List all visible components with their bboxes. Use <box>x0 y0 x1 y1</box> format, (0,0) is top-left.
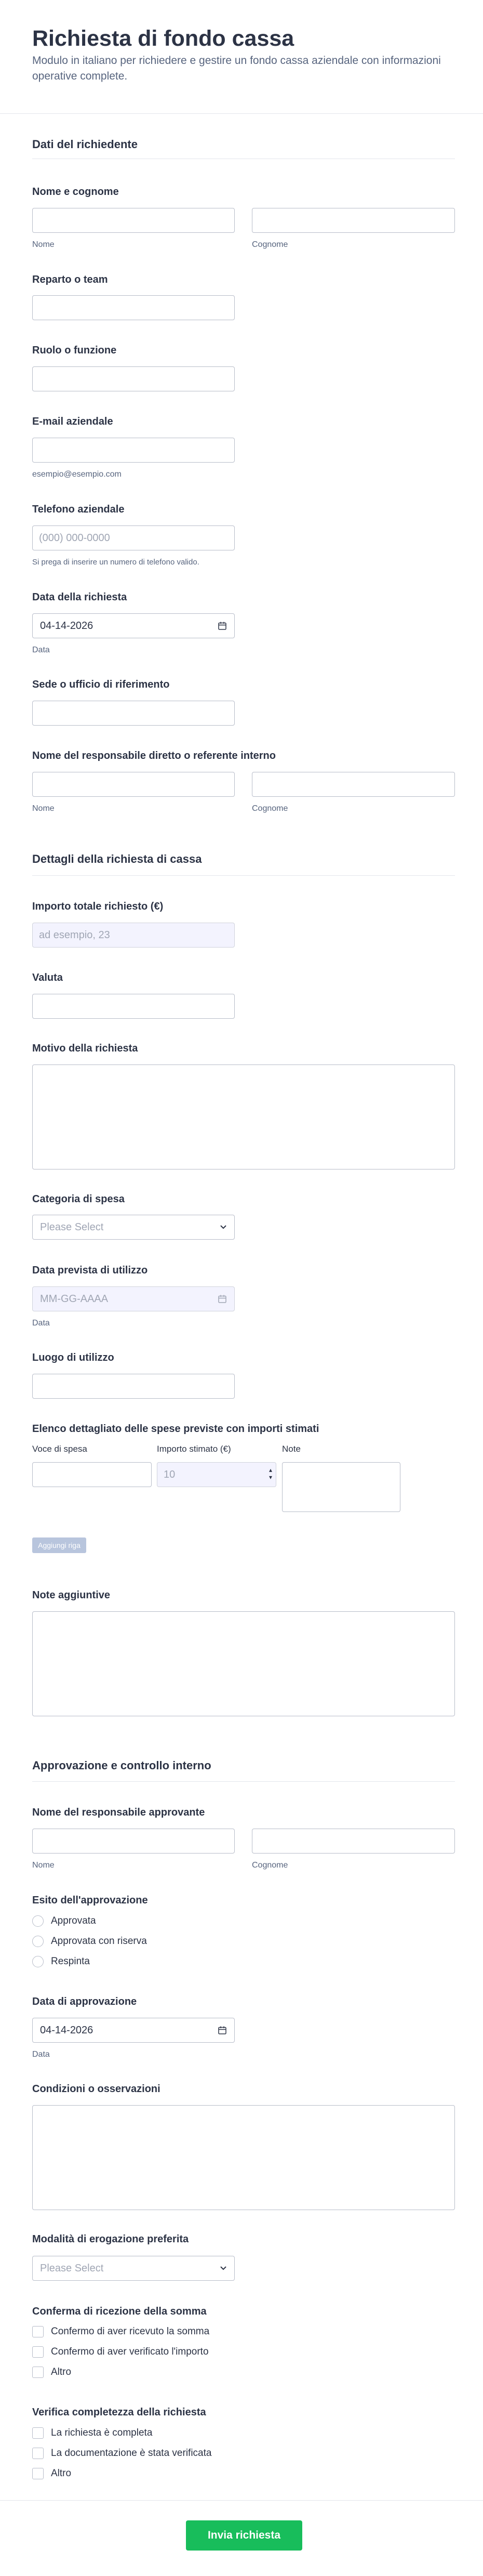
approver-first-sublabel: Nome <box>32 1861 55 1870</box>
phone-input[interactable] <box>32 525 235 550</box>
approver-last-name-input[interactable] <box>252 1829 455 1854</box>
manager-last-name-input[interactable] <box>252 772 455 797</box>
radio-button[interactable] <box>32 1936 44 1947</box>
conditions-label: Condizioni o osservazioni <box>32 2083 160 2095</box>
checkbox-option[interactable] <box>32 2468 71 2479</box>
email-sublabel: esempio@esempio.com <box>32 470 122 479</box>
column-header-amount: Importo stimato (€) <box>157 1444 231 1454</box>
use-date-placeholder: MM-GG-AAAA <box>40 1293 109 1305</box>
email-label: E-mail aziendale <box>32 416 113 427</box>
radio-button[interactable] <box>32 1915 44 1927</box>
add-row-button[interactable]: Aggiungi riga <box>32 1537 86 1553</box>
request-date-field[interactable] <box>32 613 235 638</box>
receipt-label: Conferma di ricezione della somma <box>32 2306 207 2317</box>
checkbox-option-label: Confermo di aver ricevuto la somma <box>51 2326 210 2337</box>
office-label: Sede o ufficio di riferimento <box>32 679 170 690</box>
office-input[interactable] <box>32 701 235 726</box>
full-name-label: Nome e cognome <box>32 186 119 198</box>
radio-option-label: Approvata con riserva <box>51 1936 147 1947</box>
checkbox-option-label: La richiesta è completa <box>51 2427 153 2438</box>
manager-last-sublabel: Cognome <box>252 804 288 813</box>
email-input[interactable] <box>32 438 235 463</box>
radio-option[interactable] <box>32 1915 96 1927</box>
radio-button[interactable] <box>32 1956 44 1967</box>
payment-method-select[interactable] <box>32 2256 235 2281</box>
phone-label: Telefono aziendale <box>32 504 125 515</box>
use-date-label: Data prevista di utilizzo <box>32 1265 148 1276</box>
checkbox[interactable] <box>32 2448 44 2459</box>
department-label: Reparto o team <box>32 274 108 285</box>
checkbox[interactable] <box>32 2427 44 2439</box>
use-date-sublabel: Data <box>32 1319 50 1328</box>
expense-list-label: Elenco dettagliato delle spese previste con importi stimati <box>32 1423 319 1435</box>
category-select-placeholder: Please Select <box>40 1221 104 1233</box>
section-divider <box>32 1781 455 1782</box>
checkbox-option[interactable] <box>32 2326 209 2337</box>
category-select[interactable] <box>32 1215 235 1240</box>
approval-date-label: Data di approvazione <box>32 1996 137 2007</box>
place-input[interactable] <box>32 1374 235 1399</box>
section-title-approval: Approvazione e controllo interno <box>32 1759 211 1772</box>
role-input[interactable] <box>32 366 235 391</box>
place-label: Luogo di utilizzo <box>32 1352 114 1363</box>
additional-notes-label: Note aggiuntive <box>32 1589 111 1601</box>
radio-option[interactable] <box>32 1956 90 1967</box>
radio-option-label: Approvata <box>51 1915 96 1926</box>
footer-divider <box>0 2500 483 2501</box>
submit-button[interactable]: Invia richiesta <box>186 2520 302 2551</box>
payment-select-placeholder: Please Select <box>40 2262 104 2274</box>
calendar-icon[interactable] <box>218 621 227 630</box>
checkbox-option[interactable] <box>32 2367 71 2378</box>
request-date-sublabel: Data <box>32 646 50 654</box>
checkbox[interactable] <box>32 2326 44 2337</box>
stepper-arrows-icon[interactable]: ▴ ▾ <box>269 1466 272 1481</box>
radio-option-label: Respinta <box>51 1956 90 1967</box>
checkbox-option-label: Altro <box>51 2367 72 2377</box>
section-title-requester: Dati del richiedente <box>32 138 138 151</box>
amount-input[interactable] <box>32 923 235 948</box>
expense-amount-input[interactable] <box>157 1462 276 1487</box>
outcome-label: Esito dell'approvazione <box>32 1895 148 1906</box>
amount-label: Importo totale richiesto (€) <box>32 901 164 912</box>
phone-sublabel: Si prega di inserire un numero di telefono valido. <box>32 558 199 567</box>
column-header-item: Voce di spesa <box>32 1444 87 1454</box>
payment-method-label: Modalità di erogazione preferita <box>32 2233 189 2245</box>
conditions-textarea[interactable] <box>32 2105 455 2210</box>
checkbox[interactable] <box>32 2367 44 2378</box>
currency-label: Valuta <box>32 972 63 983</box>
approver-first-name-input[interactable] <box>32 1829 235 1854</box>
approver-label: Nome del responsabile approvante <box>32 1807 205 1818</box>
section-divider <box>32 875 455 876</box>
currency-input[interactable] <box>32 994 235 1019</box>
column-header-notes: Note <box>282 1444 301 1454</box>
checkbox-option[interactable] <box>32 2427 152 2439</box>
request-date-value: 04-14-2026 <box>40 620 93 632</box>
checkbox-option-label: Confermo di aver verificato l'importo <box>51 2346 209 2357</box>
calendar-icon[interactable] <box>218 2026 227 2035</box>
role-label: Ruolo o funzione <box>32 345 117 356</box>
checkbox-option-label: Altro <box>51 2468 72 2479</box>
manager-label: Nome del responsabile diretto o referente interno <box>32 750 276 761</box>
last-name-sublabel: Cognome <box>252 240 288 249</box>
checkbox-option[interactable] <box>32 2346 209 2358</box>
last-name-input[interactable] <box>252 208 455 233</box>
manager-first-sublabel: Nome <box>32 804 55 813</box>
header-divider <box>0 113 483 114</box>
category-label: Categoria di spesa <box>32 1193 125 1205</box>
reason-textarea[interactable] <box>32 1064 455 1169</box>
first-name-input[interactable] <box>32 208 235 233</box>
department-input[interactable] <box>32 295 235 320</box>
radio-option[interactable] <box>32 1936 147 1947</box>
additional-notes-textarea[interactable] <box>32 1611 455 1716</box>
completeness-label: Verifica completezza della richiesta <box>32 2407 206 2418</box>
request-date-label: Data della richiesta <box>32 592 127 603</box>
expense-amount-stepper[interactable] <box>157 1462 276 1487</box>
use-date-field[interactable] <box>32 1286 235 1311</box>
chevron-down-icon <box>220 1225 227 1230</box>
chevron-down-icon <box>220 2266 227 2271</box>
calendar-icon[interactable] <box>218 1294 227 1304</box>
first-name-sublabel: Nome <box>32 240 55 249</box>
approval-date-field[interactable] <box>32 2018 235 2043</box>
manager-first-name-input[interactable] <box>32 772 235 797</box>
checkbox[interactable] <box>32 2346 44 2358</box>
checkbox-option-label: La documentazione è stata verificata <box>51 2448 212 2459</box>
approval-date-sublabel: Data <box>32 2050 50 2059</box>
expense-item-input[interactable] <box>32 1462 152 1487</box>
checkbox[interactable] <box>32 2468 44 2479</box>
checkbox-option[interactable] <box>32 2448 211 2459</box>
section-title-details: Dettagli della richiesta di cassa <box>32 852 202 865</box>
approval-date-value: 04-14-2026 <box>40 2024 93 2036</box>
page-title: Richiesta di fondo cassa <box>32 26 294 51</box>
expense-notes-textarea[interactable] <box>282 1462 400 1512</box>
page-subtitle: Modulo in italiano per richiedere e gestire un fondo cassa aziendale con informazioni operative complete. <box>32 55 441 82</box>
approver-last-sublabel: Cognome <box>252 1861 288 1870</box>
reason-label: Motivo della richiesta <box>32 1043 138 1054</box>
